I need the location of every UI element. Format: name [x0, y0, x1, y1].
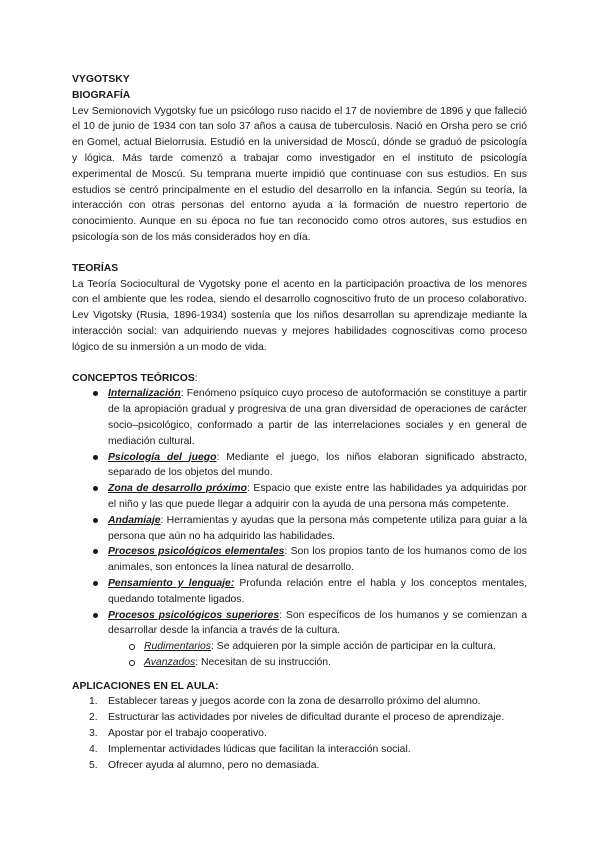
- item-number: 1.: [89, 696, 98, 708]
- concept-definition: Herramientas y ayudas que la persona más competente utiliza para guiar a la persona que aún no ha adquirido las habilidades.: [108, 514, 527, 542]
- subconcept-definition: Se adquieren por la simple acción de participar en la cultura.: [216, 641, 496, 653]
- item-number: 4.: [89, 743, 98, 755]
- item-number: 5.: [89, 759, 98, 771]
- concepts-list: [72, 386, 527, 639]
- concept-term: Pensamiento y lenguaje:: [108, 577, 235, 589]
- item-text: Ofrecer ayuda al alumno, pero no demasiada.: [108, 759, 320, 771]
- list-item: [72, 726, 527, 742]
- list-item: Procesos psicológicos superiores: Son específicos de los humanos y se comienzan a desarrollar desde la infancia a través de la cultura.: [72, 608, 527, 640]
- bullet-icon: [93, 518, 98, 523]
- list-item: Avanzados: Necesitan de su instrucción.: [72, 655, 527, 671]
- concept-term: Psicología del juego: [108, 451, 217, 463]
- bullet-icon: [93, 391, 98, 396]
- concept-term: Procesos psicológicos superiores: [108, 609, 280, 621]
- list-item: Procesos psicológicos elementales: Son los propios tanto de los humanos como de los animales, son entonces la línea natural de desarrollo.: [72, 544, 527, 576]
- bullet-icon: [93, 455, 98, 460]
- item-text: Estructurar las actividades por niveles de dificultad durante el proceso de aprendizaje.: [108, 712, 505, 724]
- list-item: Rudimentarios: Se adquieren por la simple acción de participar en la cultura.: [72, 639, 527, 655]
- concept-term: Internalización: [108, 388, 181, 400]
- bullet-icon: [93, 581, 98, 586]
- concept-definition: Fenómeno psíquico cuyo proceso de autoformación se constituye a partir de la apropiación gradual y progresiva de una gran diversidad de operaciones de carácter socio–psicológico, conformado a partir de las interrelaciones sociales y en general de mediación cultural.: [108, 388, 528, 447]
- list-item: Psicología del juego: Mediante el juego, los niños elaboran significado abstracto, separado de los objetos del mundo.: [72, 450, 527, 482]
- document-page: [72, 72, 527, 773]
- bullet-icon: [93, 549, 98, 554]
- concepts-heading-line: [72, 371, 527, 387]
- item-text: Apostar por el trabajo cooperativo.: [108, 728, 267, 740]
- theories-heading: TEORÍAS: [72, 262, 119, 274]
- item-text: Establecer tareas y juegos acorde con la zona de desarrollo próximo del alumno.: [108, 696, 481, 708]
- bullet-icon: [93, 613, 98, 618]
- biography-heading: BIOGRAFÍA: [72, 89, 131, 101]
- item-text: Implementar actividades lúdicas que facilitan la interacción social.: [108, 743, 411, 755]
- concept-definition: Mediante el juego, los niños elaboran significado abstracto, separado de los objetos del mundo.: [108, 451, 527, 479]
- circle-bullet-icon: [129, 660, 135, 666]
- applications-heading: APLICACIONES EN EL AULA:: [72, 680, 219, 692]
- concepts-heading-colon: :: [194, 372, 198, 384]
- biography-paragraph: Lev Semionovich Vygotsky fue un psicólogo ruso nacido el 17 de noviembre de 1896 y que falleció el 10 de junio de 1934 con tan solo 37 años a causa de tuberculosis. Nació en Orsha pero se crió en Gomel, actual Bielorrusia. Estudió en la universidad de Moscú, dónde se graduó de psicología y lógica. Más tarde comenzó a trabajar como investigador en el instituto de psicología experimental de Moscú. Su temprana muerte impidió que continuase con sus estudios. En sus estudios se centró principalmente en el estudio del desarrollo en la infancia. Según su teoría, la interacción con otras personas del entorno ayuda a la formación de nuestro repertorio de conocimiento. Aunque en su época no fue tan reconocido como otros autores, sus estudios en psicología son de los más considerados hoy en día.: [72, 105, 527, 243]
- list-item: [72, 742, 527, 758]
- list-item: [72, 710, 527, 726]
- subconcepts-list: [72, 639, 527, 671]
- applications-list: [72, 694, 527, 773]
- item-number: 2.: [89, 712, 98, 724]
- list-item: Andamiaje: Herramientas y ayudas que la persona más competente utiliza para guiar a la persona que aún no ha adquirido las habilidades.: [72, 513, 527, 545]
- circle-bullet-icon: [129, 644, 135, 650]
- list-item: [72, 694, 527, 710]
- list-item: Zona de desarrollo próximo: Espacio que existe entre las habilidades ya adquiridas por el niño y las que puede llegar a adquirir con la ayuda de una persona más competente.: [72, 481, 527, 513]
- concept-term: Andamiaje: [108, 514, 161, 526]
- list-item: [72, 758, 527, 774]
- subconcept-term: Rudimentarios: [144, 641, 211, 653]
- subconcept-term: Avanzados: [144, 656, 196, 668]
- item-number: 3.: [89, 728, 98, 740]
- list-item: Internalización: Fenómeno psíquico cuyo proceso de autoformación se constituye a partir de la apropiación gradual y progresiva de una gran diversidad de operaciones de carácter socio–psicológico, conformado a partir de las interrelaciones sociales y en general de mediación cultural.: [72, 386, 527, 449]
- concept-definition: Son específicos de los humanos y se comienzan a desarrollar desde la infancia a través de la cultura.: [108, 609, 527, 637]
- concept-definition: Son los propios tanto de los humanos como de los animales, son entonces la línea natural de desarrollo.: [108, 546, 527, 574]
- concept-term: Procesos psicológicos elementales: [108, 546, 285, 558]
- concept-term: Zona de desarrollo próximo: [108, 483, 247, 495]
- list-item: [72, 576, 527, 608]
- bullet-icon: [93, 486, 98, 491]
- concept-definition: Espacio que existe entre las habilidades ya adquiridas por el niño y las que puede llegar a adquirir con la ayuda de una persona más competente.: [108, 483, 528, 510]
- document-title: VYGOTSKY: [72, 74, 130, 85]
- concept-definition: Profunda relación entre el habla y los conceptos mentales, quedando totalmente ligados.: [108, 577, 527, 605]
- concepts-heading: CONCEPTOS TEÓRICOS: [72, 372, 195, 384]
- subconcept-definition: Necesitan de su instrucción.: [201, 656, 331, 668]
- theories-paragraph: La Teoría Sociocultural de Vygotsky pone el acento en la participación proactiva de los menores con el ambiente que les rodea, siendo el desarrollo cognoscitivo fruto de un proceso colaborativo. Lev Vigotsky (Rusia, 1896-1934) sostenía que los niños desarrollan su aprendizaje mediante la interacción social: van adquiriendo nuevas y mejores habilidades cognoscitivas como proceso lógico de su inmersión a un modo de vida.: [72, 278, 527, 353]
